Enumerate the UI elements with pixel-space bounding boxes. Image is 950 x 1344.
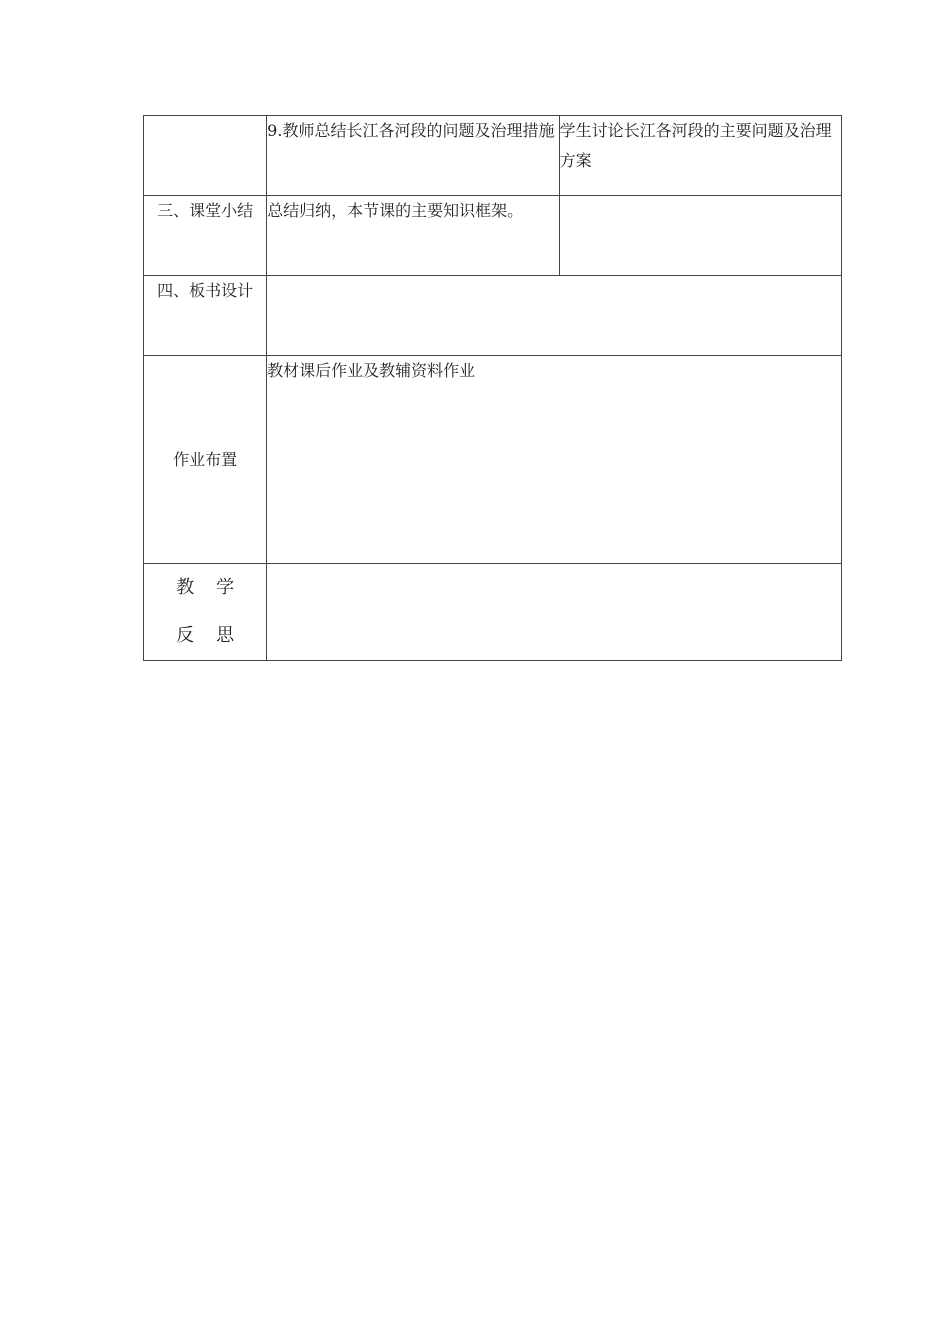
- table-row: [144, 276, 842, 356]
- homework-content-cell: 教材课后作业及教辅资料作业: [267, 356, 842, 564]
- reflection-label: [144, 564, 267, 661]
- summary-label: 三、课堂小结: [144, 196, 267, 276]
- lesson-plan-table: [143, 115, 842, 661]
- teacher-activity-cell: 9.教师总结长江各河段的问题及治理措施: [267, 116, 559, 196]
- homework-label: 作业布置: [144, 356, 267, 564]
- summary-student-cell: [559, 196, 841, 276]
- stage-cell-empty: [144, 116, 267, 196]
- table-row: [144, 356, 842, 564]
- reflection-label-line-2: 反思: [176, 625, 257, 646]
- summary-content-cell: 总结归纳，本节课的主要知识框架。: [267, 196, 559, 276]
- reflection-label-line-1: 教学: [176, 577, 257, 598]
- board-design-cell: [267, 276, 842, 356]
- table-row: [144, 196, 842, 276]
- reflection-content-cell: [267, 564, 842, 661]
- table-row: [144, 116, 842, 196]
- table-row: [144, 564, 842, 661]
- student-activity-cell: 学生讨论长江各河段的主要问题及治理方案: [559, 116, 841, 196]
- board-design-label: 四、板书设计: [144, 276, 267, 356]
